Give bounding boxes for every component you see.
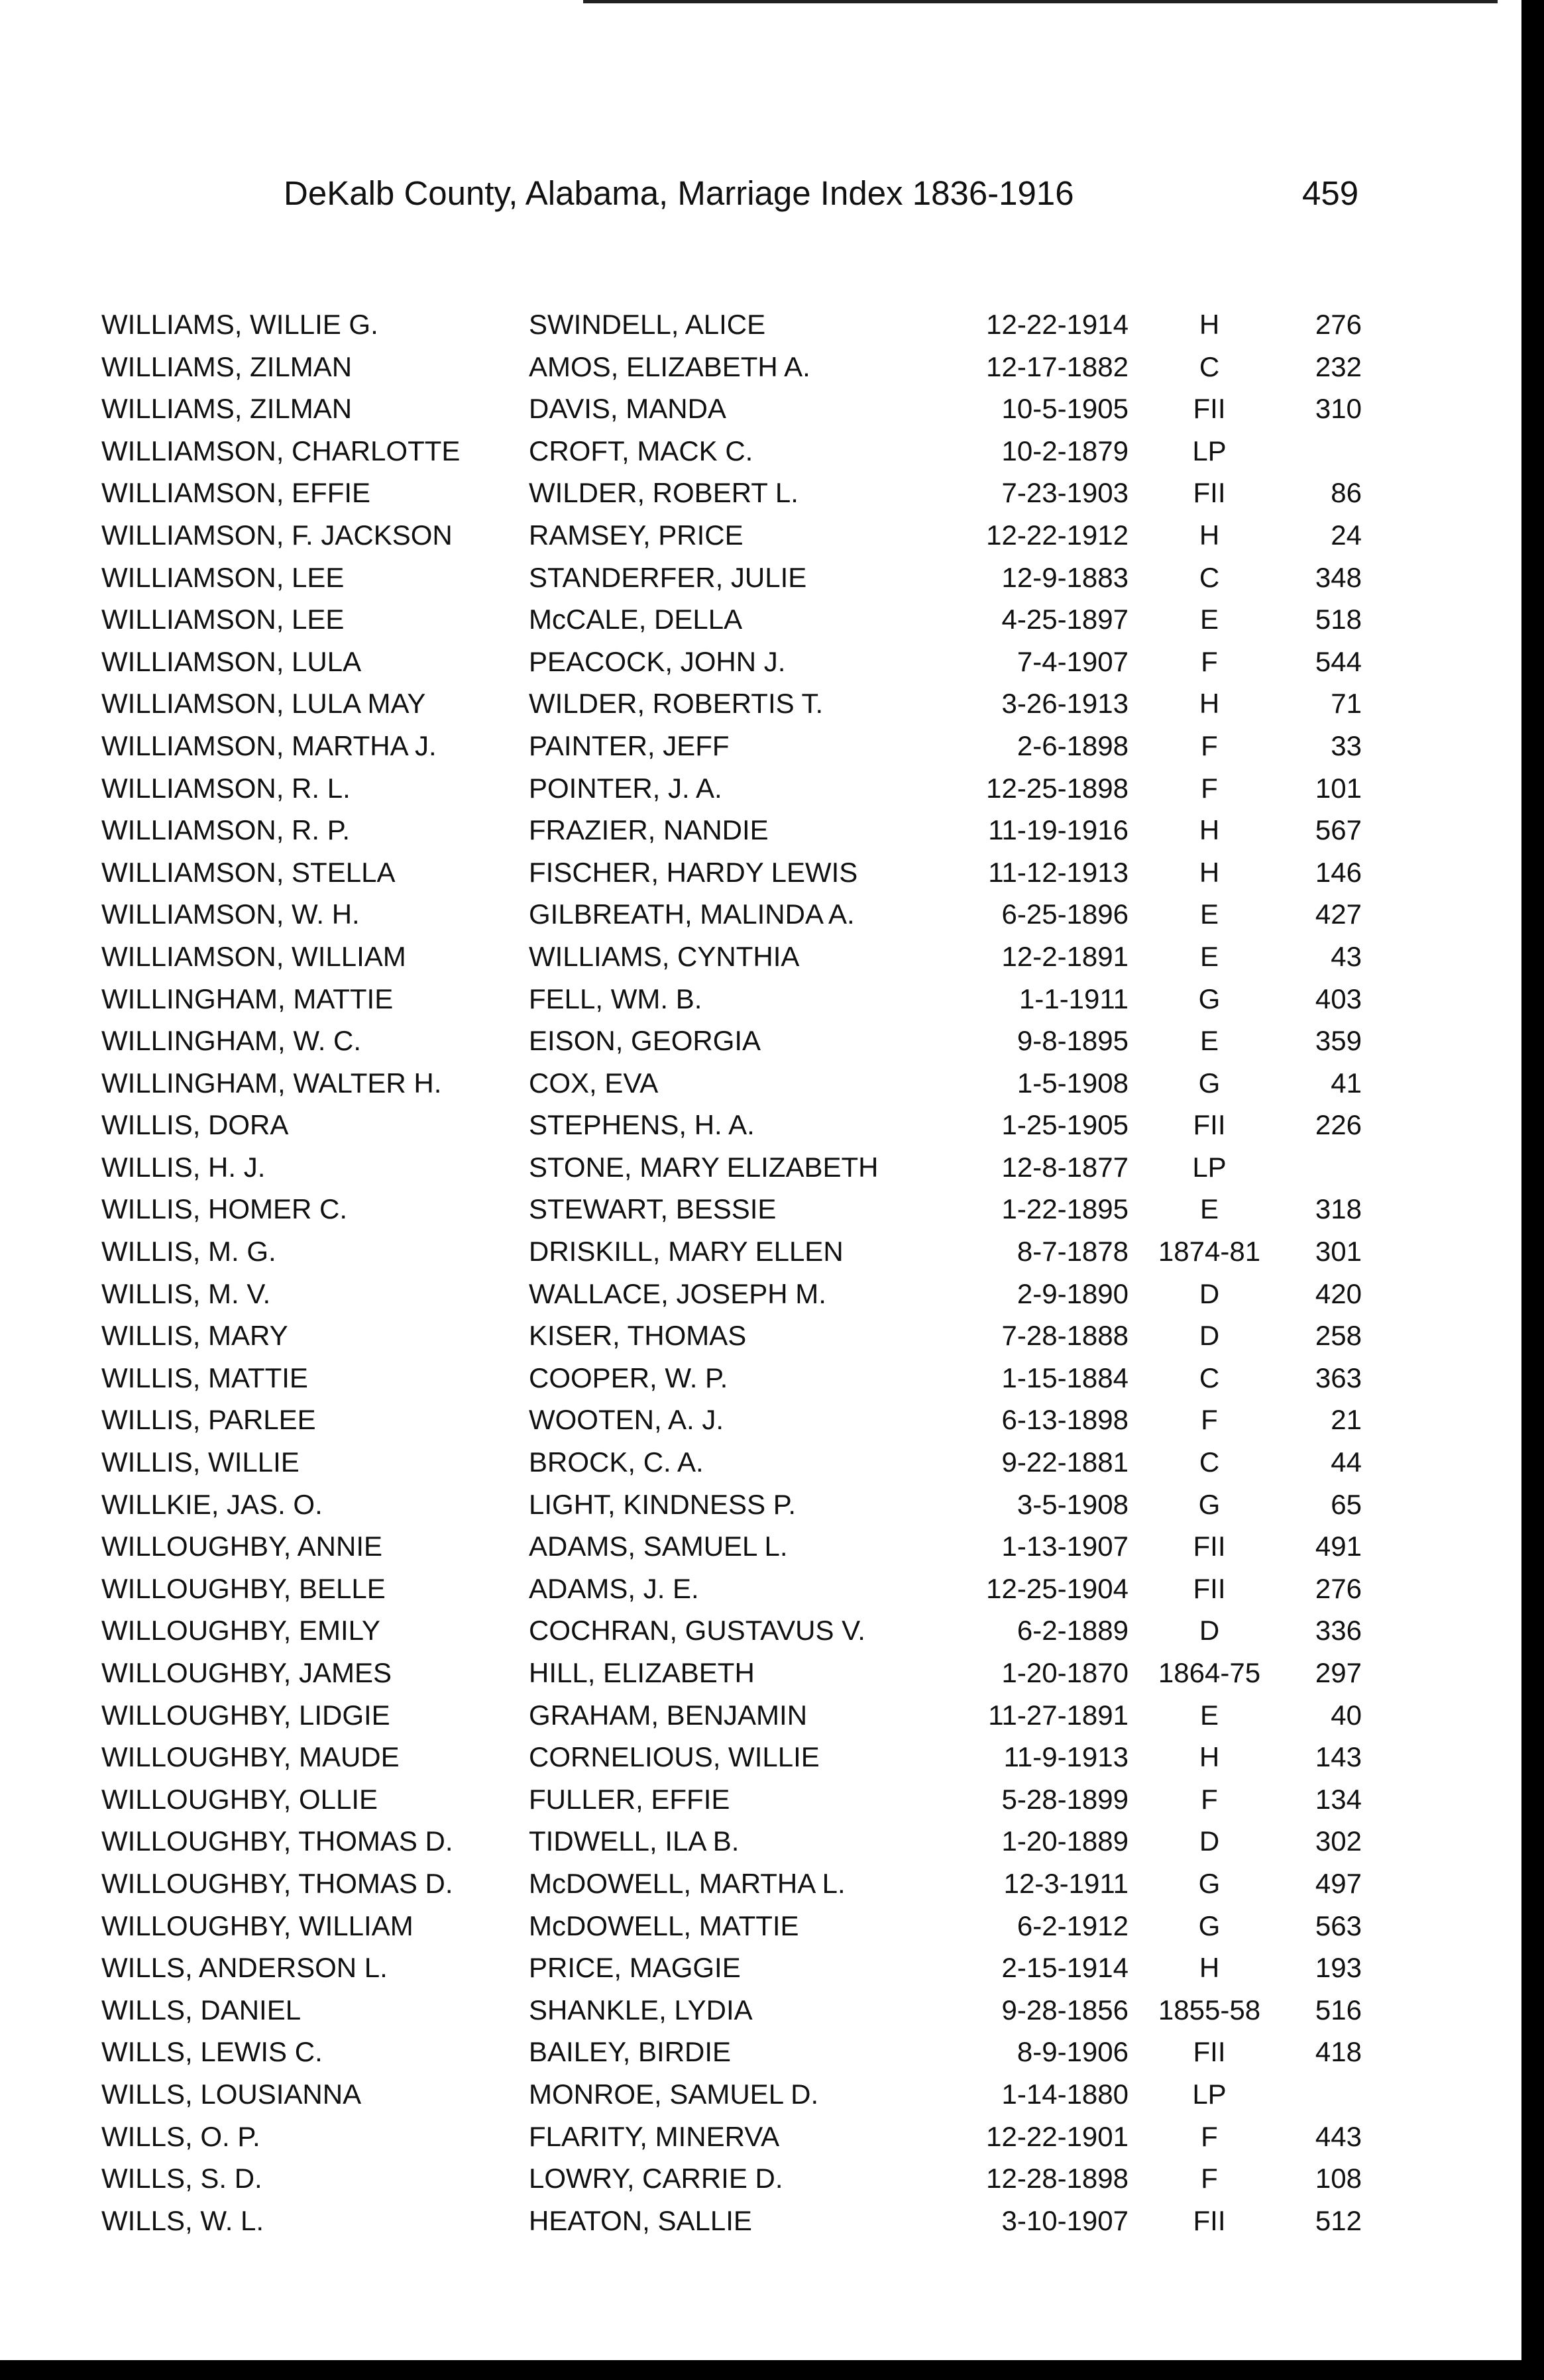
index-row bbox=[0, 351, 1544, 394]
groom-bride-name: WILLOUGHBY, THOMAS D. bbox=[101, 1867, 453, 1899]
marriage-date: 6-2-1912 bbox=[1017, 1910, 1129, 1941]
record-book: F bbox=[1201, 1404, 1218, 1436]
record-page: 301 bbox=[1315, 1236, 1362, 1268]
groom-bride-name: WILLIAMSON, LULA bbox=[101, 645, 362, 677]
marriage-date: 9-22-1881 bbox=[1001, 1446, 1129, 1478]
index-row bbox=[0, 1404, 1544, 1446]
marriage-date: 2-15-1914 bbox=[1001, 1952, 1129, 1984]
index-row bbox=[0, 519, 1544, 562]
record-book: F bbox=[1201, 2163, 1218, 2194]
groom-bride-name: WILLOUGHBY, LIDGIE bbox=[101, 1699, 390, 1731]
record-page: 108 bbox=[1315, 2163, 1362, 2194]
record-book: 1864-75 bbox=[1158, 1657, 1261, 1688]
index-row bbox=[0, 898, 1544, 941]
index-row bbox=[0, 2079, 1544, 2121]
record-page: 40 bbox=[1331, 1699, 1362, 1731]
groom-bride-name: WILLIS, M. G. bbox=[101, 1236, 276, 1268]
spouse-name: STEWART, BESSIE bbox=[529, 1193, 777, 1225]
record-book: D bbox=[1199, 1320, 1220, 1352]
record-page: 86 bbox=[1331, 477, 1362, 509]
record-book: 1855-58 bbox=[1158, 1994, 1261, 2026]
marriage-date: 7-4-1907 bbox=[1017, 645, 1129, 677]
spouse-name: FULLER, EFFIE bbox=[529, 1783, 730, 1815]
spouse-name: AMOS, ELIZABETH A. bbox=[529, 351, 810, 382]
record-page: 363 bbox=[1315, 1362, 1362, 1393]
record-book: C bbox=[1199, 1446, 1220, 1478]
index-row bbox=[0, 1152, 1544, 1194]
marriage-date: 12-22-1901 bbox=[986, 2120, 1129, 2152]
marriage-date: 11-27-1891 bbox=[988, 1699, 1129, 1731]
index-row bbox=[0, 1825, 1544, 1868]
marriage-date: 12-22-1914 bbox=[986, 309, 1129, 340]
groom-bride-name: WILLINGHAM, MATTIE bbox=[101, 983, 394, 1014]
groom-bride-name: WILLIAMSON, CHARLOTTE bbox=[101, 435, 461, 466]
index-row bbox=[0, 604, 1544, 646]
groom-bride-name: WILLIS, H. J. bbox=[101, 1151, 266, 1183]
record-book: G bbox=[1198, 983, 1221, 1014]
marriage-date: 10-2-1879 bbox=[1001, 435, 1129, 466]
record-book: C bbox=[1199, 561, 1220, 593]
record-page: 518 bbox=[1315, 604, 1362, 635]
groom-bride-name: WILLOUGHBY, WILLIAM bbox=[101, 1910, 414, 1941]
marriage-date: 8-7-1878 bbox=[1017, 1236, 1129, 1268]
record-book: LP bbox=[1192, 435, 1227, 466]
record-page: 134 bbox=[1315, 1783, 1362, 1815]
record-page: 44 bbox=[1331, 1446, 1362, 1478]
index-row bbox=[0, 2036, 1544, 2079]
marriage-date: 9-28-1856 bbox=[1001, 1994, 1129, 2026]
record-page: 101 bbox=[1315, 772, 1362, 804]
groom-bride-name: WILLIS, HOMER C. bbox=[101, 1193, 348, 1225]
marriage-date: 1-22-1895 bbox=[1001, 1193, 1129, 1225]
spouse-name: CROFT, MACK C. bbox=[529, 435, 753, 466]
record-book: G bbox=[1198, 1067, 1221, 1099]
index-row bbox=[0, 1067, 1544, 1110]
record-page: 193 bbox=[1315, 1952, 1362, 1984]
marriage-date: 3-10-1907 bbox=[1001, 2204, 1129, 2236]
spouse-name: GRAHAM, BENJAMIN bbox=[529, 1699, 808, 1731]
groom-bride-name: WILLIS, MARY bbox=[101, 1320, 288, 1352]
record-page: 143 bbox=[1315, 1741, 1362, 1773]
record-book: D bbox=[1199, 1277, 1220, 1309]
marriage-date: 12-17-1882 bbox=[986, 351, 1129, 382]
groom-bride-name: WILLS, S. D. bbox=[101, 2163, 262, 2194]
spouse-name: FISCHER, HARDY LEWIS bbox=[529, 856, 858, 888]
record-book: E bbox=[1199, 1699, 1219, 1731]
groom-bride-name: WILLIAMS, ZILMAN bbox=[101, 351, 353, 382]
spouse-name: PRICE, MAGGIE bbox=[529, 1952, 741, 1984]
index-row bbox=[0, 1700, 1544, 1742]
record-page: 420 bbox=[1315, 1277, 1362, 1309]
record-page: 310 bbox=[1315, 393, 1362, 425]
spouse-name: BROCK, C. A. bbox=[529, 1446, 704, 1478]
index-row bbox=[0, 1994, 1544, 2037]
spouse-name: BAILEY, BIRDIE bbox=[529, 2036, 732, 2068]
record-page: 427 bbox=[1315, 898, 1362, 930]
page-title: DeKalb County, Alabama, Marriage Index 1836-1916 bbox=[284, 174, 1074, 212]
record-page: 276 bbox=[1315, 1572, 1362, 1604]
spouse-name: WILLIAMS, CYNTHIA bbox=[529, 940, 800, 972]
marriage-date: 1-5-1908 bbox=[1017, 1067, 1129, 1099]
record-book: G bbox=[1198, 1910, 1221, 1941]
spouse-name: HILL, ELIZABETH bbox=[529, 1657, 755, 1688]
spouse-name: SHANKLE, LYDIA bbox=[529, 1994, 753, 2026]
groom-bride-name: WILLIAMSON, LEE bbox=[101, 604, 345, 635]
record-book: H bbox=[1199, 1952, 1220, 1984]
marriage-date: 9-8-1895 bbox=[1017, 1025, 1129, 1057]
marriage-date: 3-26-1913 bbox=[1001, 688, 1129, 720]
record-page: 359 bbox=[1315, 1025, 1362, 1057]
index-row bbox=[0, 477, 1544, 519]
groom-bride-name: WILLS, W. L. bbox=[101, 2204, 264, 2236]
spouse-name: RAMSEY, PRICE bbox=[529, 519, 744, 551]
marriage-date: 1-14-1880 bbox=[1001, 2078, 1129, 2110]
spouse-name: HEATON, SALLIE bbox=[529, 2204, 752, 2236]
record-page: 146 bbox=[1315, 856, 1362, 888]
spouse-name: McDOWELL, MATTIE bbox=[529, 1910, 799, 1941]
record-book: F bbox=[1201, 730, 1218, 761]
marriage-date: 1-20-1870 bbox=[1001, 1657, 1129, 1688]
index-row bbox=[0, 2205, 1544, 2247]
groom-bride-name: WILLS, O. P. bbox=[101, 2120, 260, 2152]
marriage-date: 2-6-1898 bbox=[1017, 730, 1129, 761]
groom-bride-name: WILLS, LOUSIANNA bbox=[101, 2078, 362, 2110]
marriage-date: 6-25-1896 bbox=[1001, 898, 1129, 930]
record-book: FII bbox=[1193, 2036, 1226, 2068]
index-row bbox=[0, 1784, 1544, 1826]
record-book: F bbox=[1201, 2120, 1218, 2152]
record-page: 567 bbox=[1315, 814, 1362, 846]
record-book: FII bbox=[1193, 2204, 1226, 2236]
index-row bbox=[0, 1446, 1544, 1489]
record-book: F bbox=[1201, 1783, 1218, 1815]
record-page: 232 bbox=[1315, 351, 1362, 382]
index-row bbox=[0, 941, 1544, 983]
groom-bride-name: WILLIAMSON, LULA MAY bbox=[101, 688, 426, 720]
spouse-name: STEPHENS, H. A. bbox=[529, 1109, 755, 1141]
record-book: C bbox=[1199, 1362, 1220, 1393]
groom-bride-name: WILLIS, M. V. bbox=[101, 1277, 271, 1309]
groom-bride-name: WILLIAMSON, F. JACKSON bbox=[101, 519, 453, 551]
index-row bbox=[0, 646, 1544, 688]
groom-bride-name: WILLIAMSON, MARTHA J. bbox=[101, 730, 437, 761]
spouse-name: COOPER, W. P. bbox=[529, 1362, 728, 1393]
index-row bbox=[0, 814, 1544, 857]
marriage-date: 7-23-1903 bbox=[1001, 477, 1129, 509]
groom-bride-name: WILLIAMSON, WILLIAM bbox=[101, 940, 406, 972]
spouse-name: ADAMS, J. E. bbox=[529, 1572, 699, 1604]
record-page: 297 bbox=[1315, 1657, 1362, 1688]
scan-edge-top bbox=[583, 0, 1498, 3]
groom-bride-name: WILLINGHAM, WALTER H. bbox=[101, 1067, 442, 1099]
page-header bbox=[0, 174, 1544, 227]
record-book: H bbox=[1199, 856, 1220, 888]
groom-bride-name: WILLIAMS, ZILMAN bbox=[101, 393, 353, 425]
spouse-name: MONROE, SAMUEL D. bbox=[529, 2078, 819, 2110]
marriage-index-list bbox=[0, 309, 1544, 2247]
record-page: 258 bbox=[1315, 1320, 1362, 1352]
spouse-name: WILDER, ROBERT L. bbox=[529, 477, 799, 509]
record-book: F bbox=[1201, 772, 1218, 804]
record-page: 276 bbox=[1315, 309, 1362, 340]
index-row bbox=[0, 1025, 1544, 1067]
index-row bbox=[0, 2121, 1544, 2163]
record-page: 24 bbox=[1331, 519, 1362, 551]
spouse-name: FELL, WM. B. bbox=[529, 983, 702, 1014]
marriage-date: 5-28-1899 bbox=[1001, 1783, 1129, 1815]
spouse-name: POINTER, J. A. bbox=[529, 772, 722, 804]
index-row bbox=[0, 1741, 1544, 1784]
groom-bride-name: WILLIAMSON, R. P. bbox=[101, 814, 350, 846]
groom-bride-name: WILLIAMS, WILLIE G. bbox=[101, 309, 378, 340]
spouse-name: McCALE, DELLA bbox=[529, 604, 743, 635]
groom-bride-name: WILLOUGHBY, THOMAS D. bbox=[101, 1825, 453, 1857]
index-row bbox=[0, 1362, 1544, 1405]
marriage-date: 12-3-1911 bbox=[1003, 1867, 1129, 1899]
record-page: 226 bbox=[1315, 1109, 1362, 1141]
marriage-date: 12-9-1883 bbox=[1001, 561, 1129, 593]
spouse-name: WALLACE, JOSEPH M. bbox=[529, 1277, 826, 1309]
marriage-date: 12-22-1912 bbox=[986, 519, 1129, 551]
spouse-name: TIDWELL, ILA B. bbox=[529, 1825, 740, 1857]
marriage-date: 3-5-1908 bbox=[1017, 1488, 1129, 1520]
record-book: E bbox=[1199, 604, 1219, 635]
groom-bride-name: WILLIS, MATTIE bbox=[101, 1362, 308, 1393]
spouse-name: LOWRY, CARRIE D. bbox=[529, 2163, 783, 2194]
groom-bride-name: WILLINGHAM, W. C. bbox=[101, 1025, 362, 1057]
groom-bride-name: WILLIAMSON, EFFIE bbox=[101, 477, 371, 509]
record-page: 318 bbox=[1315, 1193, 1362, 1225]
record-page: 71 bbox=[1331, 688, 1362, 720]
index-row bbox=[0, 1193, 1544, 1236]
spouse-name: WILDER, ROBERTIS T. bbox=[529, 688, 824, 720]
record-book: FII bbox=[1193, 1572, 1226, 1604]
record-page: 512 bbox=[1315, 2204, 1362, 2236]
spouse-name: DAVIS, MANDA bbox=[529, 393, 726, 425]
spouse-name: PEACOCK, JOHN J. bbox=[529, 645, 786, 677]
page-number: 459 bbox=[1302, 174, 1359, 212]
groom-bride-name: WILLOUGHBY, MAUDE bbox=[101, 1741, 400, 1773]
record-book: 1874-81 bbox=[1158, 1236, 1261, 1268]
marriage-date: 6-13-1898 bbox=[1001, 1404, 1129, 1436]
record-book: H bbox=[1199, 1741, 1220, 1773]
marriage-date: 12-8-1877 bbox=[1001, 1151, 1129, 1183]
marriage-date: 7-28-1888 bbox=[1001, 1320, 1129, 1352]
marriage-date: 12-25-1898 bbox=[986, 772, 1129, 804]
spouse-name: SWINDELL, ALICE bbox=[529, 309, 766, 340]
groom-bride-name: WILLIAMSON, W. H. bbox=[101, 898, 360, 930]
groom-bride-name: WILLS, DANIEL bbox=[101, 1994, 302, 2026]
groom-bride-name: WILLIAMSON, R. L. bbox=[101, 772, 351, 804]
record-book: H bbox=[1199, 519, 1220, 551]
record-page: 443 bbox=[1315, 2120, 1362, 2152]
spouse-name: EISON, GEORGIA bbox=[529, 1025, 761, 1057]
record-book: FII bbox=[1193, 477, 1226, 509]
marriage-date: 12-25-1904 bbox=[986, 1572, 1129, 1604]
index-row bbox=[0, 1573, 1544, 1615]
groom-bride-name: WILLIAMSON, STELLA bbox=[101, 856, 396, 888]
record-page: 21 bbox=[1331, 1404, 1362, 1436]
marriage-date: 10-5-1905 bbox=[1001, 393, 1129, 425]
record-book: G bbox=[1198, 1867, 1221, 1899]
record-book: E bbox=[1199, 1193, 1219, 1225]
spouse-name: STONE, MARY ELIZABETH bbox=[529, 1151, 879, 1183]
record-book: LP bbox=[1192, 1151, 1227, 1183]
index-row bbox=[0, 1320, 1544, 1362]
record-book: D bbox=[1199, 1825, 1220, 1857]
groom-bride-name: WILLKIE, JAS. O. bbox=[101, 1488, 323, 1520]
index-row bbox=[0, 393, 1544, 435]
index-row bbox=[0, 688, 1544, 730]
marriage-date: 1-20-1889 bbox=[1001, 1825, 1129, 1857]
spouse-name: PAINTER, JEFF bbox=[529, 730, 730, 761]
spouse-name: STANDERFER, JULIE bbox=[529, 561, 807, 593]
groom-bride-name: WILLOUGHBY, JAMES bbox=[101, 1657, 392, 1688]
groom-bride-name: WILLIAMSON, LEE bbox=[101, 561, 345, 593]
record-page: 43 bbox=[1331, 940, 1362, 972]
index-row bbox=[0, 309, 1544, 351]
record-book: D bbox=[1199, 1615, 1220, 1647]
marriage-date: 12-28-1898 bbox=[986, 2163, 1129, 2194]
index-row bbox=[0, 2163, 1544, 2205]
marriage-date: 8-9-1906 bbox=[1017, 2036, 1129, 2068]
index-row bbox=[0, 857, 1544, 899]
groom-bride-name: WILLS, ANDERSON L. bbox=[101, 1952, 388, 1984]
scan-edge-bottom bbox=[0, 2360, 1544, 2380]
record-book: E bbox=[1199, 898, 1219, 930]
spouse-name: KISER, THOMAS bbox=[529, 1320, 747, 1352]
spouse-name: ADAMS, SAMUEL L. bbox=[529, 1531, 788, 1562]
record-page: 302 bbox=[1315, 1825, 1362, 1857]
record-page: 41 bbox=[1331, 1067, 1362, 1099]
record-book: E bbox=[1199, 1025, 1219, 1057]
spouse-name: FLARITY, MINERVA bbox=[529, 2120, 780, 2152]
index-row bbox=[0, 1489, 1544, 1531]
marriage-date: 4-25-1897 bbox=[1001, 604, 1129, 635]
index-row bbox=[0, 1109, 1544, 1152]
marriage-date: 11-9-1913 bbox=[1003, 1741, 1129, 1773]
record-book: H bbox=[1199, 688, 1220, 720]
record-book: H bbox=[1199, 309, 1220, 340]
groom-bride-name: WILLS, LEWIS C. bbox=[101, 2036, 323, 2068]
spouse-name: FRAZIER, NANDIE bbox=[529, 814, 769, 846]
record-page: 563 bbox=[1315, 1910, 1362, 1941]
groom-bride-name: WILLOUGHBY, EMILY bbox=[101, 1615, 380, 1647]
record-book: C bbox=[1199, 351, 1220, 382]
record-page: 33 bbox=[1331, 730, 1362, 761]
marriage-date: 11-12-1913 bbox=[988, 856, 1129, 888]
record-page: 497 bbox=[1315, 1867, 1362, 1899]
index-row bbox=[0, 1531, 1544, 1573]
marriage-date: 2-9-1890 bbox=[1017, 1277, 1129, 1309]
spouse-name: CORNELIOUS, WILLIE bbox=[529, 1741, 820, 1773]
spouse-name: DRISKILL, MARY ELLEN bbox=[529, 1236, 844, 1268]
marriage-date: 6-2-1889 bbox=[1017, 1615, 1129, 1647]
marriage-date: 1-1-1911 bbox=[1019, 983, 1129, 1014]
groom-bride-name: WILLIS, WILLIE bbox=[101, 1446, 300, 1478]
record-page: 403 bbox=[1315, 983, 1362, 1014]
record-page: 336 bbox=[1315, 1615, 1362, 1647]
marriage-date: 1-15-1884 bbox=[1001, 1362, 1129, 1393]
index-row bbox=[0, 1910, 1544, 1953]
record-page: 544 bbox=[1315, 645, 1362, 677]
record-book: G bbox=[1198, 1488, 1221, 1520]
index-row bbox=[0, 773, 1544, 815]
groom-bride-name: WILLOUGHBY, OLLIE bbox=[101, 1783, 378, 1815]
record-book: H bbox=[1199, 814, 1220, 846]
record-book: FII bbox=[1193, 1109, 1226, 1141]
marriage-date: 1-25-1905 bbox=[1001, 1109, 1129, 1141]
index-row bbox=[0, 983, 1544, 1026]
spouse-name: COX, EVA bbox=[529, 1067, 659, 1099]
record-page: 491 bbox=[1315, 1531, 1362, 1562]
index-row bbox=[0, 730, 1544, 773]
index-row bbox=[0, 1615, 1544, 1657]
record-page: 418 bbox=[1315, 2036, 1362, 2068]
groom-bride-name: WILLIS, PARLEE bbox=[101, 1404, 316, 1436]
groom-bride-name: WILLOUGHBY, BELLE bbox=[101, 1572, 386, 1604]
record-book: LP bbox=[1192, 2078, 1227, 2110]
spouse-name: COCHRAN, GUSTAVUS V. bbox=[529, 1615, 865, 1647]
record-page: 65 bbox=[1331, 1488, 1362, 1520]
record-book: F bbox=[1201, 645, 1218, 677]
groom-bride-name: WILLOUGHBY, ANNIE bbox=[101, 1531, 383, 1562]
spouse-name: GILBREATH, MALINDA A. bbox=[529, 898, 855, 930]
record-page: 516 bbox=[1315, 1994, 1362, 2026]
index-row bbox=[0, 1657, 1544, 1700]
record-book: FII bbox=[1193, 1531, 1226, 1562]
groom-bride-name: WILLIS, DORA bbox=[101, 1109, 289, 1141]
index-row bbox=[0, 1868, 1544, 1910]
marriage-date: 1-13-1907 bbox=[1001, 1531, 1129, 1562]
marriage-date: 11-19-1916 bbox=[988, 814, 1129, 846]
index-row bbox=[0, 1278, 1544, 1321]
record-page: 348 bbox=[1315, 561, 1362, 593]
record-book: FII bbox=[1193, 393, 1226, 425]
index-row bbox=[0, 1236, 1544, 1278]
record-book: E bbox=[1199, 940, 1219, 972]
marriage-date: 12-2-1891 bbox=[1001, 940, 1129, 972]
index-row bbox=[0, 1952, 1544, 1994]
index-row bbox=[0, 435, 1544, 478]
spouse-name: WOOTEN, A. J. bbox=[529, 1404, 724, 1436]
index-row bbox=[0, 562, 1544, 604]
spouse-name: LIGHT, KINDNESS P. bbox=[529, 1488, 797, 1520]
spouse-name: McDOWELL, MARTHA L. bbox=[529, 1867, 846, 1899]
